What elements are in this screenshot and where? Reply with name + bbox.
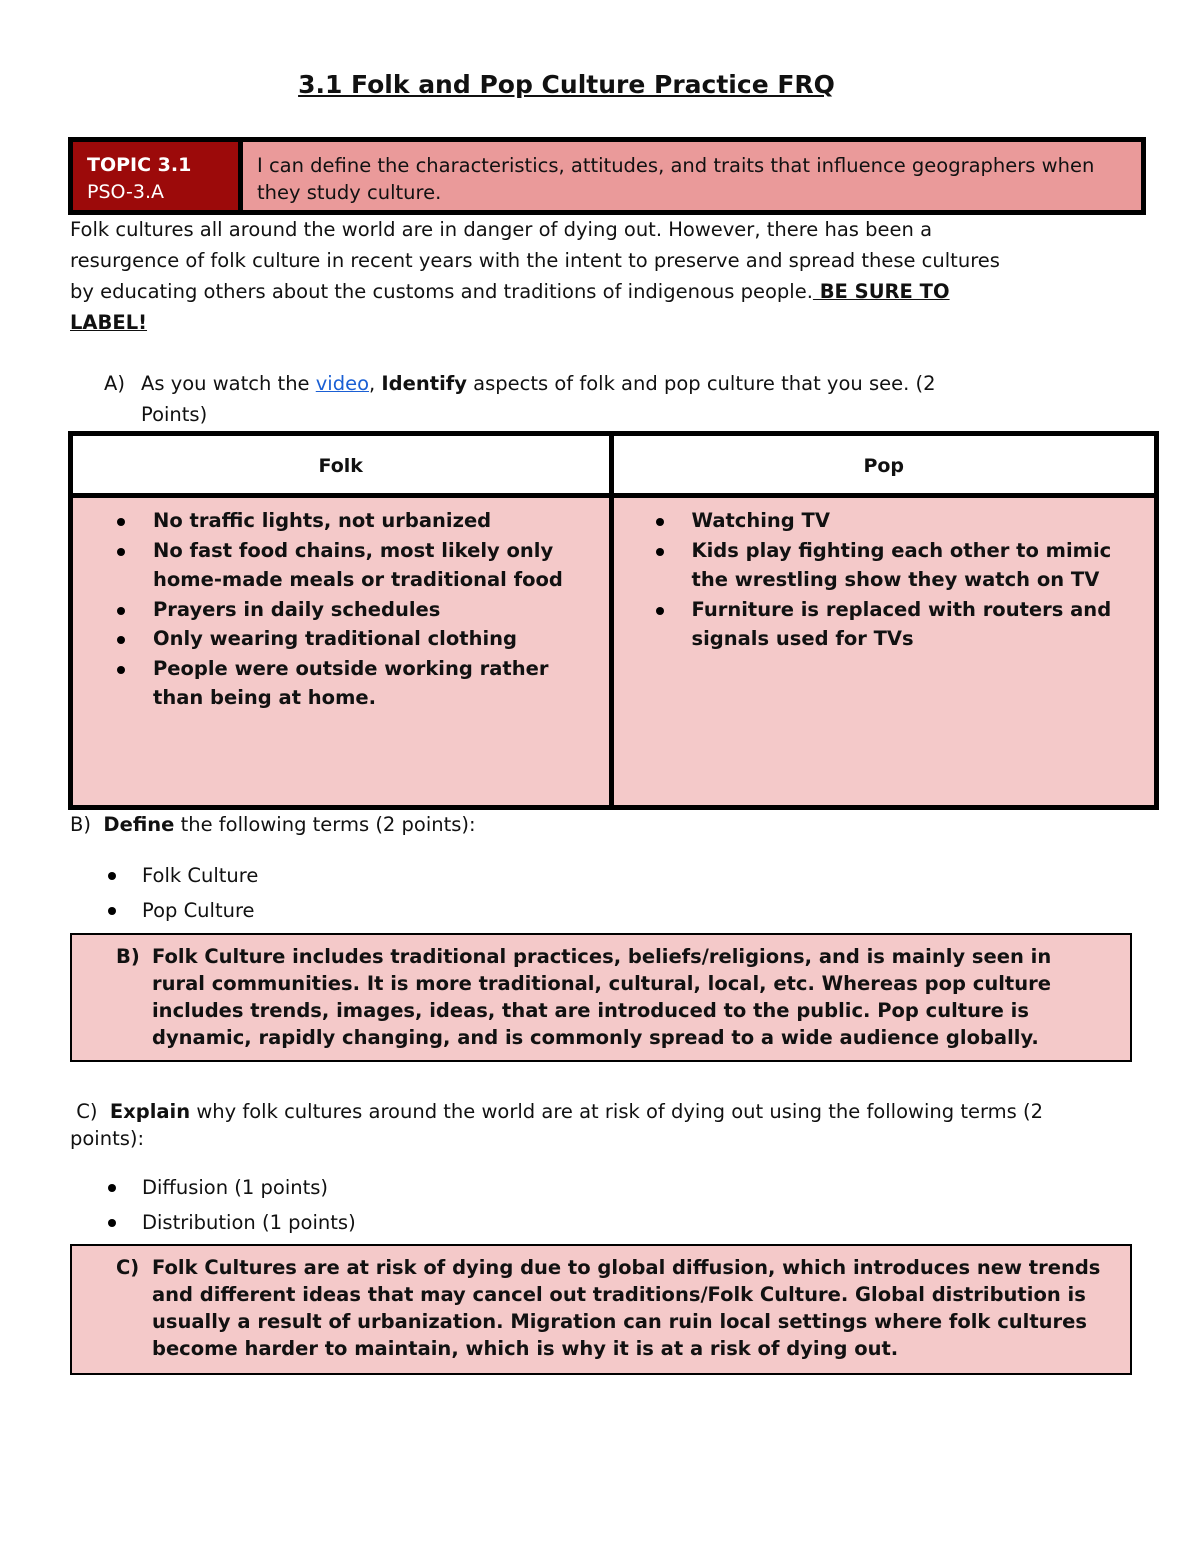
answer-c-box [70,1244,1132,1375]
question-b-post: the following terms (2 points): [174,813,476,836]
answer-b-letter: B) [116,945,140,968]
question-a-post: aspects of folk and pop culture that you see. (2 Points) [141,372,936,426]
pop-header: Pop [614,436,1155,498]
topic-code-cell [73,142,243,210]
folk-item: No fast food chains, most likely only home-made meals or traditional food [115,536,599,595]
question-c [70,1098,1100,1152]
page-title: 3.1 Folk and Pop Culture Practice FRQ [298,70,835,99]
term-item: Pop Culture [104,893,604,928]
folk-item: Prayers in daily schedules [115,595,599,625]
question-a-comma: , [369,372,382,395]
intro-paragraph [70,214,1030,338]
folk-cell [73,498,614,805]
topic-code: TOPIC 3.1 [87,154,192,176]
topic-objective: I can define the characteristics, attitudes, and traits that influence geographers when they study culture. [243,142,1141,210]
question-b-terms [104,858,604,928]
question-c-post: why folk cultures around the world are at risk of dying out using the following terms (2 points): [70,1100,1044,1150]
question-c-letter: C) [76,1100,98,1123]
term-item: Folk Culture [104,858,604,893]
question-c-verb: Explain [109,1100,191,1123]
pop-item: Furniture is replaced with routers and signals used for TVs [654,595,1145,654]
folk-header: Folk [73,436,614,498]
question-b-letter: B) [70,813,91,836]
answer-b-text: Folk Culture includes traditional practices, beliefs/religions, and is mainly seen in rural communities. It is more traditional, cultural, local, etc. Whereas pop culture includes trends, images, ideas, that are introduced to the public. Pop culture is dynamic, rapidly changing, and is commonly spread to a wide audience globally. [152,945,1052,1049]
answer-b-box [70,933,1132,1062]
term-item: Distribution (1 points) [104,1205,604,1240]
answer-c-letter: C) [116,1256,140,1279]
folk-list [115,506,599,713]
question-a-pre: As you watch the [141,372,316,395]
folk-item: No traffic lights, not urbanized [115,506,599,536]
video-link[interactable]: video [315,372,370,395]
term-item: Diffusion (1 points) [104,1170,604,1205]
folk-item: People were outside working rather than being at home. [115,654,599,713]
folk-pop-table [68,431,1159,810]
pop-cell [614,498,1155,805]
question-a-verb: Identify [381,372,467,395]
answer-c-text: Folk Cultures are at risk of dying due to global diffusion, which introduces new trends and different ideas that may cancel out traditions/Folk Culture. Global distribution is usually a result of urbanization. Migration can ruin local settings where folk cultures become harder to maintain, which is why it is at a risk of dying out. [152,1256,1101,1360]
question-b [70,811,476,839]
topic-standard: PSO-3.A [87,181,164,203]
question-a [104,368,1004,430]
topic-banner [68,137,1146,215]
folk-item: Only wearing traditional clothing [115,624,599,654]
question-b-verb: Define [103,813,175,836]
pop-list [654,506,1145,654]
question-c-terms [104,1170,604,1240]
pop-item: Kids play fighting each other to mimic the wrestling show they watch on TV [654,536,1145,595]
question-a-letter: A) [104,372,125,395]
pop-item: Watching TV [654,506,1145,536]
intro-text: Folk cultures all around the world are in danger of dying out. However, there has been a resurgence of folk culture in recent years with the intent to preserve and spread these cultures by educating others about the customs and traditions of indigenous people. [70,218,1000,303]
intro-label: BE SURE TO LABEL! [70,280,950,334]
